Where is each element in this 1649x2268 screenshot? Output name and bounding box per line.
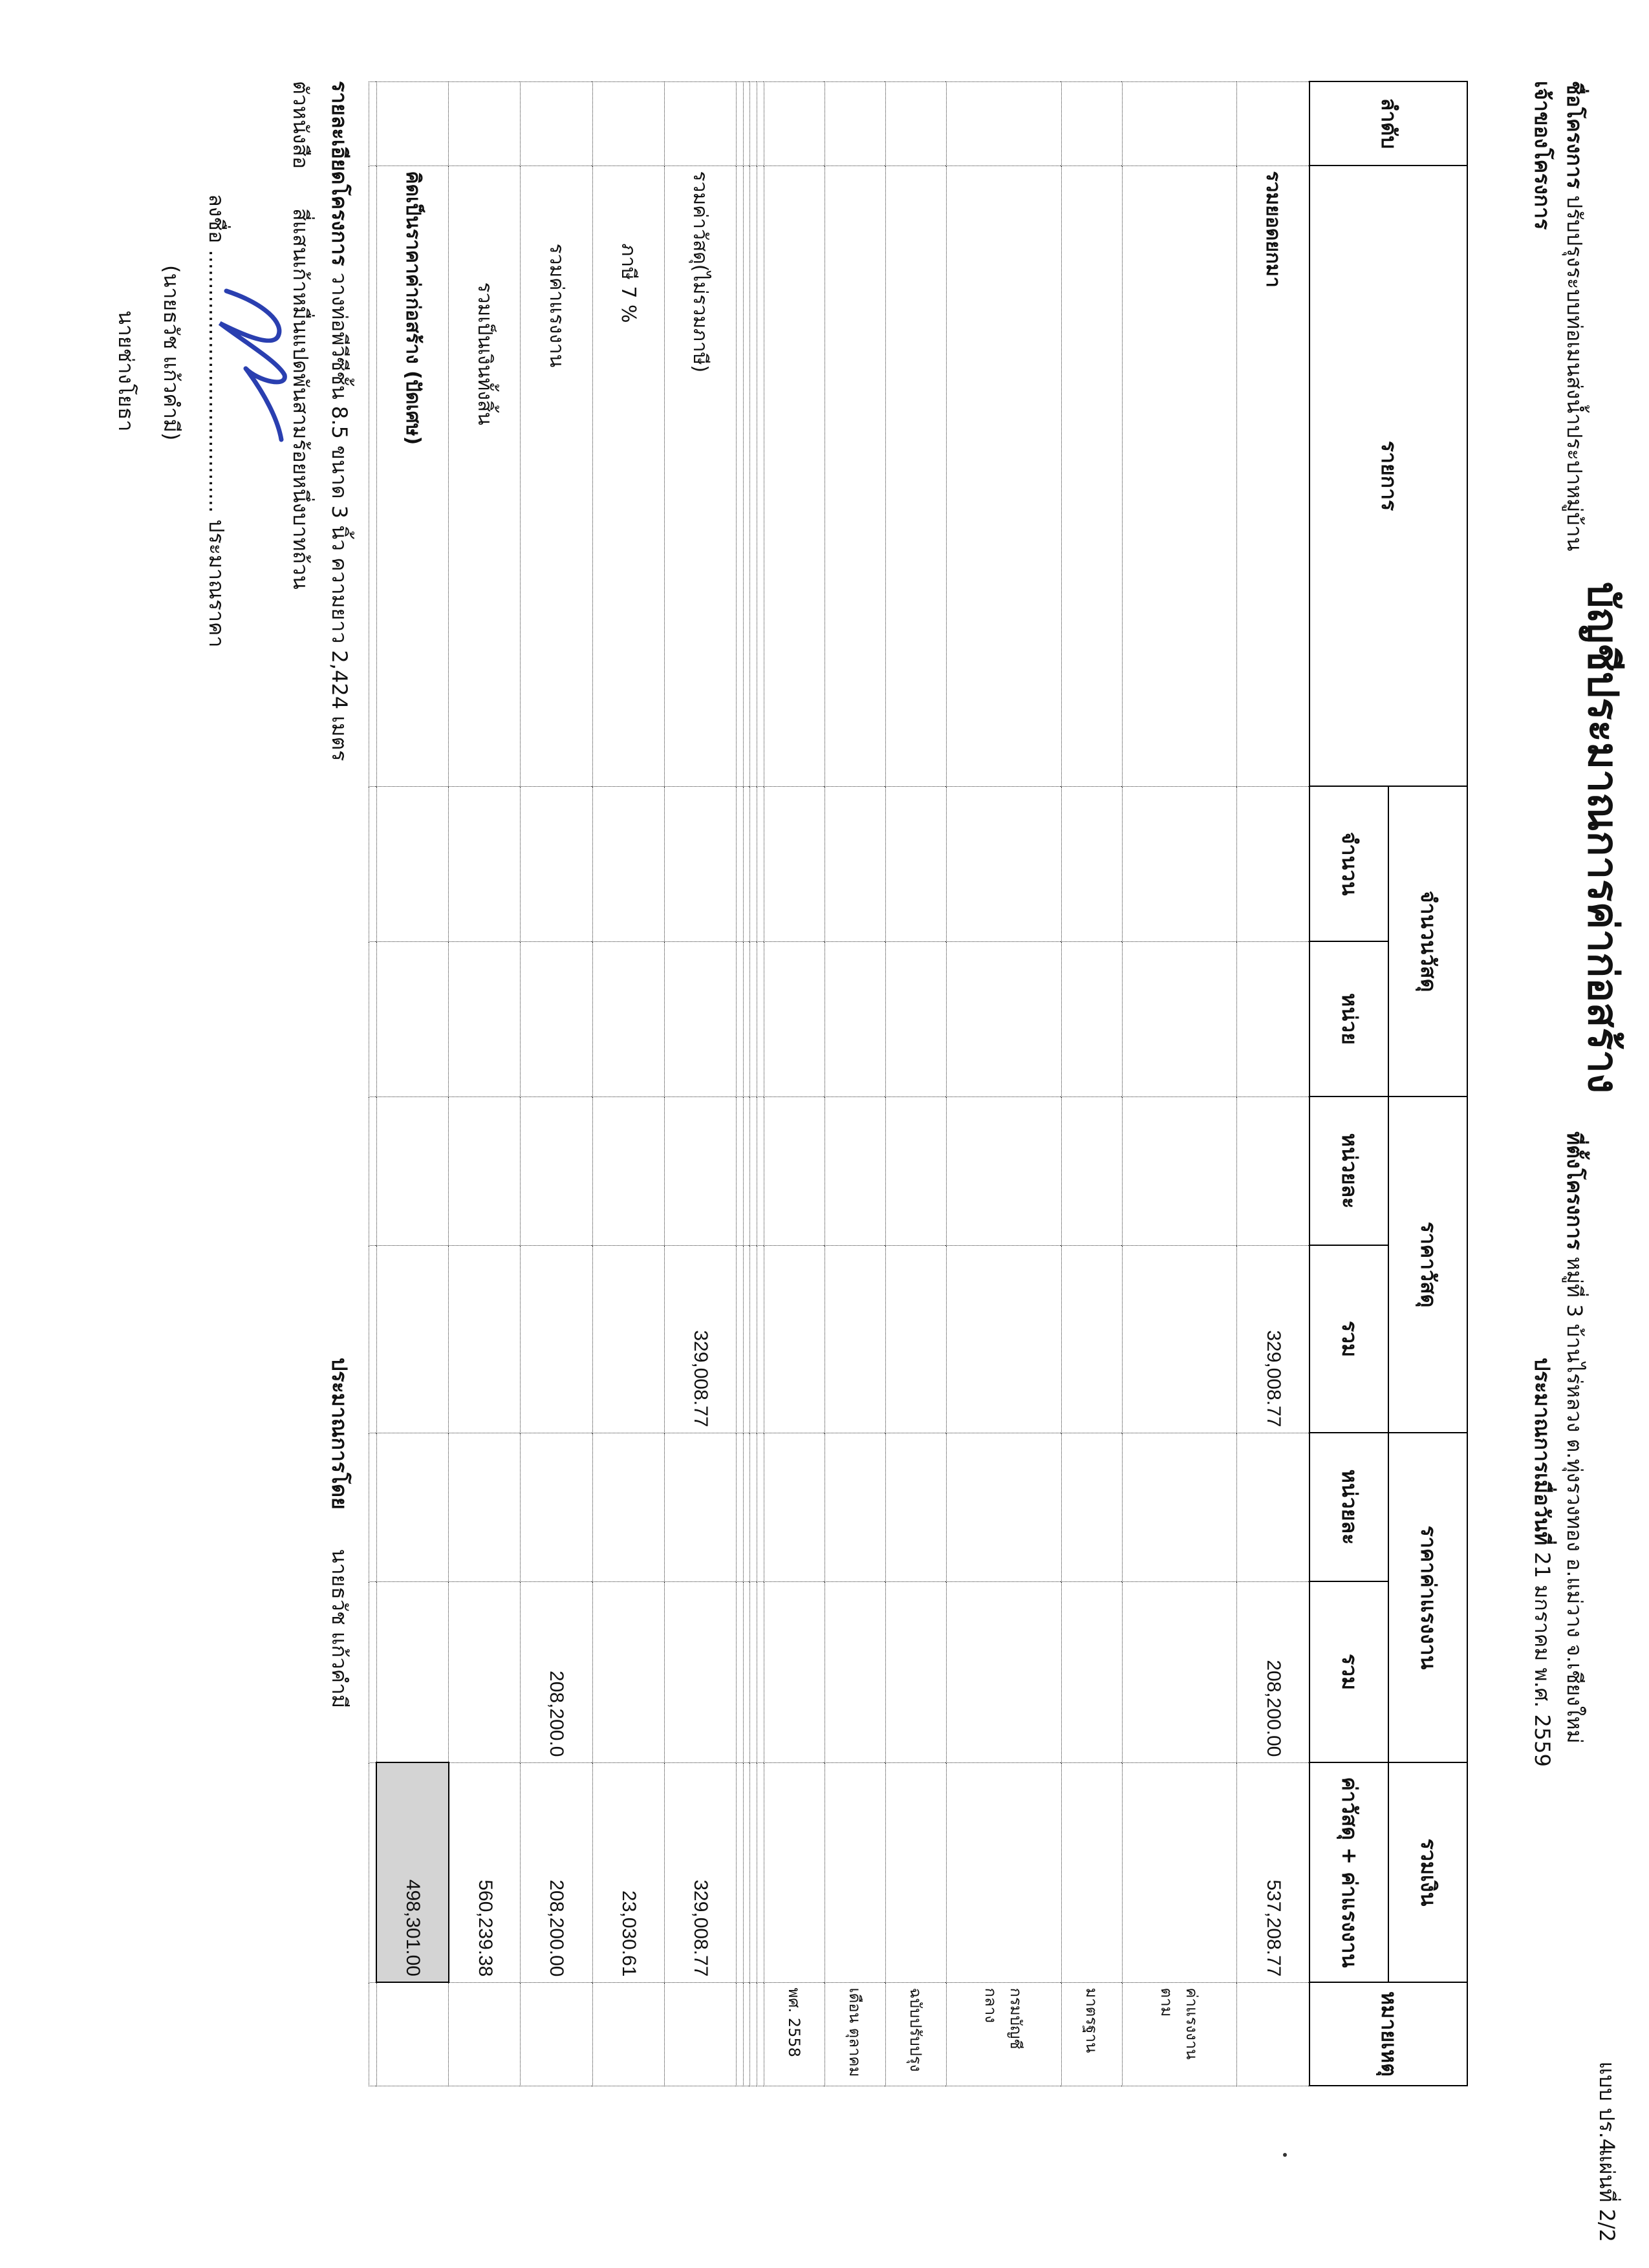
row-no xyxy=(947,81,1062,166)
estimator-line xyxy=(323,1358,356,1708)
row-item xyxy=(947,166,1062,786)
row-material-unit xyxy=(376,1097,448,1245)
row-labor-unit xyxy=(737,1433,744,1581)
row-unit xyxy=(521,941,592,1097)
row-no xyxy=(376,81,448,166)
row-material-unit xyxy=(824,1097,885,1245)
row-qty xyxy=(757,786,764,941)
row-remark: ค่าแรงงานตาม xyxy=(1122,1982,1237,2086)
row-item xyxy=(1061,166,1122,786)
row-qty xyxy=(521,786,592,941)
row-item xyxy=(824,166,885,786)
signer-position: นายช่างโยธา xyxy=(114,310,138,432)
row-remark xyxy=(592,1982,664,2086)
row-labor-unit xyxy=(369,1433,377,1581)
row-remark xyxy=(737,1982,744,2086)
row-remark xyxy=(757,1982,764,2086)
row-sum xyxy=(369,1762,377,1982)
row-labor-unit xyxy=(1122,1433,1237,1581)
estimate-date-line xyxy=(1525,1358,1558,1767)
row-no xyxy=(757,81,764,166)
row-unit xyxy=(757,941,764,1097)
row-sum xyxy=(1061,1762,1122,1982)
estimate-date: 21 มกราคม พ.ศ. 2559 xyxy=(1530,1552,1555,1767)
table-row xyxy=(521,81,592,2086)
row-labor-total xyxy=(737,1581,744,1762)
row-remark xyxy=(743,1982,750,2086)
row-item xyxy=(750,166,757,786)
row-sum xyxy=(764,1762,824,1982)
header-labor-group: ราคาค่าแรงงาน xyxy=(1388,1433,1467,1762)
row-unit xyxy=(1061,941,1122,1097)
row-material-unit xyxy=(664,1097,736,1245)
row-sum: 23,030.61 xyxy=(592,1762,664,1982)
row-labor-total: 208,200.0 xyxy=(521,1581,592,1762)
sign-role: ประมาณราคา xyxy=(204,519,229,648)
details-label: รายละเอียดโครงการ xyxy=(327,81,352,266)
row-item: รวมค่าวัสดุ(ไม่รวมภาษี) xyxy=(664,166,736,786)
row-material-unit xyxy=(737,1097,744,1245)
header-no: ลำดับ xyxy=(1310,81,1467,166)
row-material-total xyxy=(886,1245,947,1433)
row-unit xyxy=(1237,941,1310,1097)
row-remark xyxy=(449,1982,521,2086)
row-labor-unit xyxy=(1061,1433,1122,1581)
row-remark: พศ. 2558 xyxy=(764,1982,824,2086)
row-material-total: 329,008.77 xyxy=(664,1245,736,1433)
row-labor-total xyxy=(449,1581,521,1762)
estimate-date-label: ประมาณการเมื่อวันที่ xyxy=(1530,1358,1555,1546)
row-remark xyxy=(369,1982,377,2086)
estimator-label: ประมาณการโดย xyxy=(327,1358,352,1510)
estimator: นายธวัช แก้วคำมี xyxy=(327,1548,352,1709)
row-no xyxy=(1061,81,1122,166)
row-qty xyxy=(737,786,744,941)
row-no xyxy=(521,81,592,166)
row-labor-unit xyxy=(757,1433,764,1581)
row-item xyxy=(737,166,744,786)
row-qty xyxy=(592,786,664,941)
row-unit xyxy=(592,941,664,1097)
row-item xyxy=(886,166,947,786)
row-sum xyxy=(750,1762,757,1982)
table-row xyxy=(750,81,757,2086)
table-row xyxy=(1122,81,1237,2086)
row-qty xyxy=(376,786,448,941)
row-material-total xyxy=(376,1245,448,1433)
row-labor-unit xyxy=(947,1433,1062,1581)
row-item: รวมเป็นเงินทั้งสิ้น xyxy=(449,166,521,786)
project-name: ปรับปรุงระบบท่อเมนส่งน้ำประปาหมู่บ้าน xyxy=(1562,195,1587,551)
row-material-unit xyxy=(764,1097,824,1245)
row-material-unit xyxy=(449,1097,521,1245)
page-number: แผ่นที่ 2/2 xyxy=(1595,2148,1619,2242)
header-item: รายการ xyxy=(1310,166,1467,786)
row-labor-total xyxy=(592,1581,664,1762)
row-no xyxy=(1122,81,1237,166)
row-labor-total xyxy=(750,1581,757,1762)
row-sum: 329,008.77 xyxy=(664,1762,736,1982)
row-qty xyxy=(824,786,885,941)
row-sum xyxy=(757,1762,764,1982)
row-remark: กรมบัญชีกลาง xyxy=(947,1982,1062,2086)
header-qty: จำนวน xyxy=(1310,786,1388,941)
row-unit xyxy=(449,941,521,1097)
table-row xyxy=(947,81,1062,2086)
row-remark xyxy=(1237,1982,1310,2086)
row-qty xyxy=(886,786,947,941)
row-labor-total xyxy=(757,1581,764,1762)
row-labor-unit xyxy=(750,1433,757,1581)
row-labor-unit xyxy=(824,1433,885,1581)
row-sum: 208,200.00 xyxy=(521,1762,592,1982)
project-label: ชื่อโครงการ xyxy=(1562,81,1587,189)
table-row xyxy=(737,81,744,2086)
row-sum xyxy=(824,1762,885,1982)
location-line xyxy=(1558,1131,1591,1744)
row-item: รวมค่าแรงงาน xyxy=(521,166,592,786)
row-material-unit xyxy=(592,1097,664,1245)
row-sum xyxy=(737,1762,744,1982)
row-labor-unit xyxy=(376,1433,448,1581)
amount-in-words: สี่แสนเก้าหมื่นแปดพันสามร้อยหนึ่งบาทถ้วน xyxy=(288,208,313,590)
row-qty xyxy=(369,786,377,941)
row-no xyxy=(369,81,377,166)
table-row xyxy=(369,81,377,2086)
row-item xyxy=(743,166,750,786)
row-material-total xyxy=(449,1245,521,1433)
row-sum xyxy=(743,1762,750,1982)
row-labor-unit xyxy=(592,1433,664,1581)
details-line xyxy=(323,81,356,761)
row-no xyxy=(824,81,885,166)
owner-label: เจ้าของโครงการ xyxy=(1530,81,1555,230)
row-material-total xyxy=(750,1245,757,1433)
row-unit xyxy=(1122,941,1237,1097)
row-unit xyxy=(376,941,448,1097)
row-labor-total xyxy=(664,1581,736,1762)
table-row xyxy=(1237,81,1310,2086)
row-qty xyxy=(750,786,757,941)
row-labor-unit xyxy=(664,1433,736,1581)
row-unit xyxy=(369,941,377,1097)
location: หมู่ที่ 3 บ้านไร่หลวง ต.ทุ่งรวงทอง อ.แม่วาง จ.เชียงใหม่ xyxy=(1562,1256,1587,1744)
row-no xyxy=(750,81,757,166)
row-item xyxy=(764,166,824,786)
row-remark: ฉบับปรับปรุง xyxy=(886,1982,947,2086)
row-qty xyxy=(743,786,750,941)
row-qty xyxy=(1122,786,1237,941)
row-material-total xyxy=(521,1245,592,1433)
row-labor-total xyxy=(1061,1581,1122,1762)
row-labor-total xyxy=(376,1581,448,1762)
row-qty xyxy=(449,786,521,941)
details: วางท่อพีวีซีชั้น 8.5 ขนาด 3 นิ้ว ความยาว 2,424 เมตร xyxy=(327,272,352,762)
row-no xyxy=(449,81,521,166)
header-material-total: รวม xyxy=(1310,1245,1388,1433)
row-no xyxy=(592,81,664,166)
row-unit xyxy=(750,941,757,1097)
row-unit xyxy=(664,941,736,1097)
row-unit xyxy=(947,941,1062,1097)
header-sum-sub: ค่าวัสดุ + ค่าแรงงาน xyxy=(1310,1762,1388,1982)
row-remark: มาตรฐาน xyxy=(1061,1982,1122,2086)
sign-dots: ........................................ xyxy=(204,250,229,513)
row-no xyxy=(1237,81,1310,166)
row-unit xyxy=(764,941,824,1097)
row-material-total xyxy=(947,1245,1062,1433)
row-no xyxy=(886,81,947,166)
header-unit: หน่วย xyxy=(1310,941,1388,1097)
row-unit xyxy=(737,941,744,1097)
table-row xyxy=(824,81,885,2086)
row-sum xyxy=(1122,1762,1237,1982)
location-label: ที่ตั้งโครงการ xyxy=(1562,1131,1587,1250)
row-material-total xyxy=(737,1245,744,1433)
row-material-total xyxy=(592,1245,664,1433)
table-row xyxy=(886,81,947,2086)
row-labor-total xyxy=(369,1581,377,1762)
row-sum: 560,239.38 xyxy=(449,1762,521,1982)
header-labor-unit: หน่วยละ xyxy=(1310,1433,1388,1581)
row-sum xyxy=(886,1762,947,1982)
scan-speck xyxy=(1283,2153,1287,2157)
signer-name: (นายธวัช แก้วคำมี) xyxy=(159,265,184,441)
row-no xyxy=(664,81,736,166)
row-material-unit xyxy=(947,1097,1062,1245)
row-qty xyxy=(1237,786,1310,941)
row-material-unit xyxy=(886,1097,947,1245)
row-labor-total: 208,200.00 xyxy=(1237,1581,1310,1762)
header-qty-group: จำนวนวัสดุ xyxy=(1388,786,1467,1097)
row-material-unit xyxy=(1122,1097,1237,1245)
row-no xyxy=(737,81,744,166)
owner-line xyxy=(1525,81,1558,230)
row-labor-total xyxy=(1122,1581,1237,1762)
row-item: คิดเป็นราคาค่าก่อสร้าง (ปัดเศษ) xyxy=(376,166,448,786)
row-item: รวมยอดยกมา xyxy=(1237,166,1310,786)
table-row xyxy=(664,81,736,2086)
row-remark: เดือน ตุลาคม xyxy=(824,1982,885,2086)
row-sum xyxy=(947,1762,1062,1982)
table-row xyxy=(592,81,664,2086)
row-material-unit xyxy=(521,1097,592,1245)
table-row xyxy=(743,81,750,2086)
row-labor-total xyxy=(947,1581,1062,1762)
header-material-unit: หน่วยละ xyxy=(1310,1097,1388,1245)
row-labor-unit xyxy=(764,1433,824,1581)
table-row xyxy=(757,81,764,2086)
row-remark xyxy=(664,1982,736,2086)
row-material-unit xyxy=(757,1097,764,1245)
row-labor-total xyxy=(824,1581,885,1762)
row-qty xyxy=(1061,786,1122,941)
row-item xyxy=(369,166,377,786)
row-sum: 498,301.00 xyxy=(376,1762,448,1982)
row-item xyxy=(1122,166,1237,786)
row-material-total xyxy=(743,1245,750,1433)
row-labor-unit xyxy=(743,1433,750,1581)
row-labor-unit xyxy=(449,1433,521,1581)
row-remark xyxy=(376,1982,448,2086)
row-no xyxy=(743,81,750,166)
row-unit xyxy=(824,941,885,1097)
row-labor-unit xyxy=(521,1433,592,1581)
row-qty xyxy=(664,786,736,941)
row-remark xyxy=(750,1982,757,2086)
row-sum: 537,208.77 xyxy=(1237,1762,1310,1982)
table-row xyxy=(764,81,824,2086)
words-label: ตัวหนังสือ xyxy=(288,81,313,169)
row-material-unit xyxy=(369,1097,377,1245)
table-row xyxy=(376,81,448,2086)
row-qty xyxy=(764,786,824,941)
sign-label: ลงชื่อ xyxy=(204,194,229,244)
row-material-total xyxy=(764,1245,824,1433)
row-material-unit xyxy=(750,1097,757,1245)
row-material-total xyxy=(1122,1245,1237,1433)
header-material-group: ราคาวัสดุ xyxy=(1388,1097,1467,1433)
table-header-row xyxy=(1388,81,1467,2086)
project-line xyxy=(1558,81,1591,551)
row-remark xyxy=(521,1982,592,2086)
row-material-unit xyxy=(743,1097,750,1245)
estimate-table xyxy=(369,81,1468,2086)
row-material-total xyxy=(1061,1245,1122,1433)
row-material-unit xyxy=(1237,1097,1310,1245)
row-material-total xyxy=(757,1245,764,1433)
page-title: บัญชีประมาณการค่าก่อสร้าง xyxy=(1579,582,1626,1094)
header-remark: หมายเหตุ xyxy=(1310,1982,1467,2086)
table-row xyxy=(449,81,521,2086)
form-code: แบบ ปร.4 xyxy=(1595,2061,1619,2152)
row-material-total: 329,008.77 xyxy=(1237,1245,1310,1433)
row-qty xyxy=(947,786,1062,941)
row-labor-total xyxy=(886,1581,947,1762)
row-material-unit xyxy=(1061,1097,1122,1245)
row-unit xyxy=(743,941,750,1097)
row-labor-unit xyxy=(886,1433,947,1581)
handwritten-signature xyxy=(207,278,304,446)
row-no xyxy=(764,81,824,166)
row-item xyxy=(757,166,764,786)
header-sum-group: รวมเงิน xyxy=(1388,1762,1467,1982)
row-item: ภาษี 7 % xyxy=(592,166,664,786)
row-unit xyxy=(886,941,947,1097)
row-labor-unit xyxy=(1237,1433,1310,1581)
row-material-total xyxy=(824,1245,885,1433)
row-labor-total xyxy=(764,1581,824,1762)
header-labor-total: รวม xyxy=(1310,1581,1388,1762)
row-material-total xyxy=(369,1245,377,1433)
row-labor-total xyxy=(743,1581,750,1762)
table-row xyxy=(1061,81,1122,2086)
